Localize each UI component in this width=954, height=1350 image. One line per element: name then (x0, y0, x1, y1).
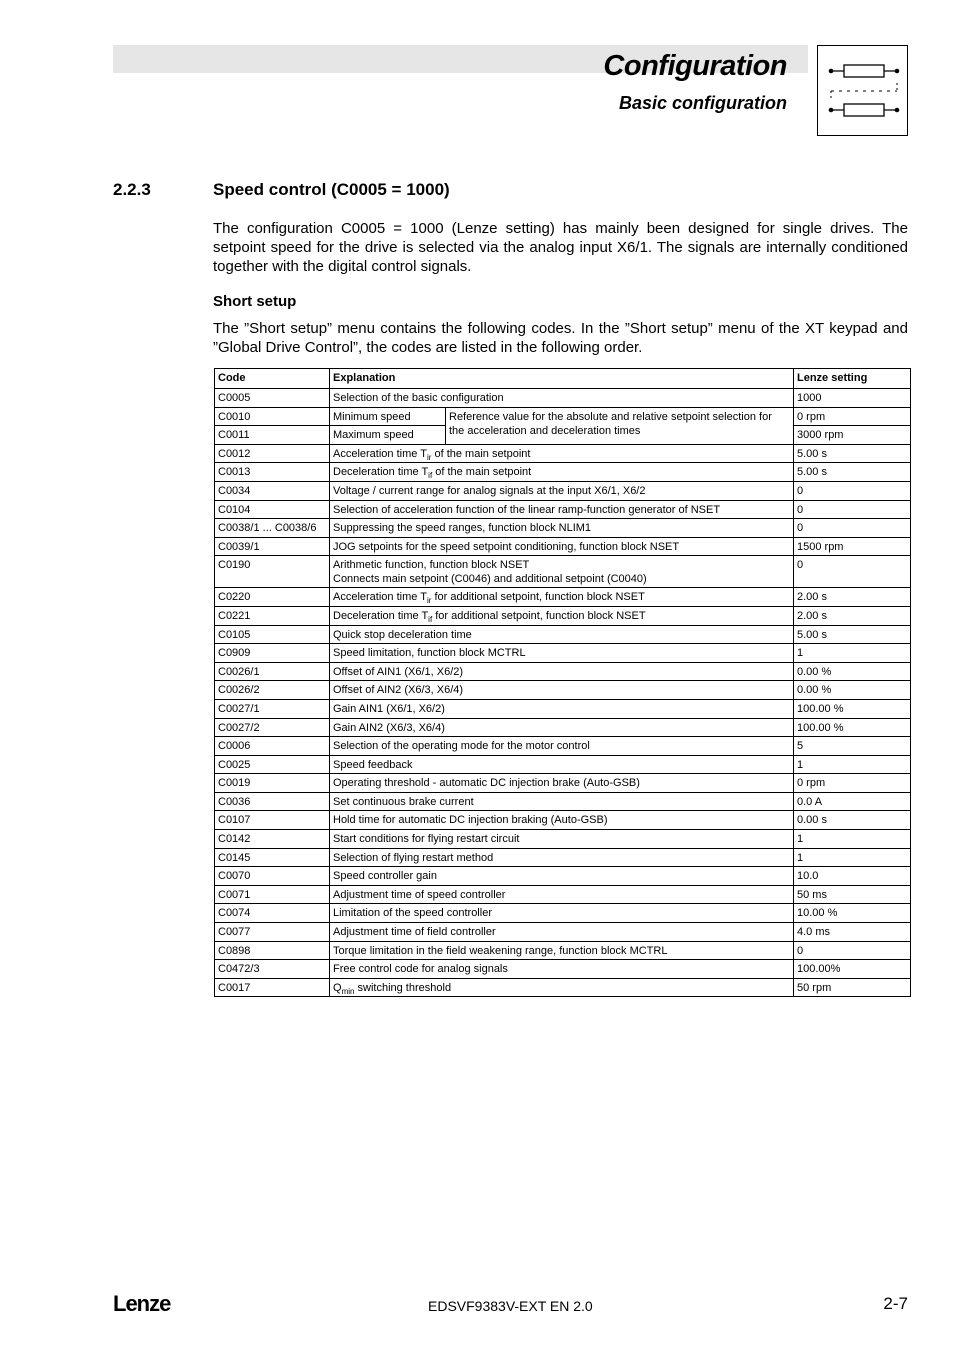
table-row (215, 830, 911, 849)
cell-lenze-setting: 5.00 s (794, 444, 911, 463)
table-row (215, 699, 911, 718)
cell-explanation: Selection of the basic configuration (330, 389, 794, 408)
cell-lenze-setting: 5.00 s (794, 625, 911, 644)
column-header-lenze-setting: Lenze setting (794, 369, 911, 389)
cell-lenze-setting: 1 (794, 830, 911, 849)
table-header-row (215, 369, 911, 389)
table-row (215, 463, 911, 482)
cell-lenze-setting: 2.00 s (794, 588, 911, 607)
cell-explanation: Selection of the operating mode for the motor control (330, 737, 794, 756)
table-row (215, 923, 911, 942)
cell-code: C0027/2 (215, 718, 330, 737)
cell-code: C0145 (215, 848, 330, 867)
cell-explanation: Selection of flying restart method (330, 848, 794, 867)
cell-code: C0071 (215, 885, 330, 904)
cell-lenze-setting: 4.0 ms (794, 923, 911, 942)
cell-code: C0909 (215, 644, 330, 663)
table-row (215, 481, 911, 500)
table-row (215, 407, 911, 426)
cell-lenze-setting: 0.00 % (794, 662, 911, 681)
table-row (215, 389, 911, 408)
table-row (215, 606, 911, 625)
cell-lenze-setting: 0 rpm (794, 774, 911, 793)
explanation-text: of the main setpoint (431, 447, 531, 460)
column-header-code: Code (215, 369, 330, 389)
cell-lenze-setting: 0 (794, 519, 911, 538)
configuration-icon (817, 45, 908, 136)
explanation-subscript: min (341, 987, 355, 996)
cell-code: C0070 (215, 867, 330, 886)
cell-lenze-setting: 0 rpm (794, 407, 911, 426)
cell-code: C0005 (215, 389, 330, 408)
cell-lenze-setting: 0 (794, 500, 911, 519)
code-table (214, 368, 911, 997)
cell-explanation (330, 978, 794, 997)
explanation-subscript: if (428, 471, 433, 481)
cell-code: C0019 (215, 774, 330, 793)
explanation-text: for additional setpoint, function block NSET (431, 591, 645, 604)
explanation-subscript: if (428, 615, 433, 625)
explanation-subscript: ir (426, 596, 432, 606)
cell-explanation (330, 463, 794, 482)
cell-explanation: Gain AIN1 (X6/1, X6/2) (330, 699, 794, 718)
intro-paragraph: The configuration C0005 = 1000 (Lenze setting) has mainly been designed for single drives. The setpoint speed for the drive is selected via the analog input X6/1. The signals are internally conditioned together with the digital control signals. (213, 220, 908, 275)
cell-lenze-setting: 100.00% (794, 960, 911, 979)
cell-code: C0039/1 (215, 537, 330, 556)
cell-explanation: Free control code for analog signals (330, 960, 794, 979)
cell-explanation-shared: Reference value for the absolute and relative setpoint selection for the acceleration and deceleration times (446, 407, 794, 444)
page-subtitle: Basic configuration (618, 93, 787, 113)
cell-code: C0025 (215, 755, 330, 774)
cell-explanation: Suppressing the speed ranges, function block NLIM1 (330, 519, 794, 538)
cell-code: C0026/1 (215, 662, 330, 681)
cell-lenze-setting: 2.00 s (794, 606, 911, 625)
cell-explanation: Torque limitation in the field weakening range, function block MCTRL (330, 941, 794, 960)
cell-code: C0026/2 (215, 681, 330, 700)
cell-explanation: Hold time for automatic DC injection braking (Auto-GSB) (330, 811, 794, 830)
cell-explanation: Set continuous brake current (330, 792, 794, 811)
cell-lenze-setting: 0.00 % (794, 681, 911, 700)
cell-code: C0190 (215, 556, 330, 588)
cell-lenze-setting: 100.00 % (794, 718, 911, 737)
cell-explanation: Limitation of the speed controller (330, 904, 794, 923)
cell-lenze-setting: 0.00 s (794, 811, 911, 830)
cell-lenze-setting: 1000 (794, 389, 911, 408)
explanation-text: of the main setpoint (432, 466, 532, 479)
cell-explanation: JOG setpoints for the speed setpoint conditioning, function block NSET (330, 537, 794, 556)
table-row (215, 718, 911, 737)
table-row (215, 662, 911, 681)
explanation-text: Deceleration time T (333, 466, 429, 479)
cell-lenze-setting: 1 (794, 755, 911, 774)
table-row (215, 941, 911, 960)
table-row (215, 644, 911, 663)
table-row (215, 978, 911, 997)
cell-explanation: Gain AIN2 (X6/3, X6/4) (330, 718, 794, 737)
cell-explanation: Speed limitation, function block MCTRL (330, 644, 794, 663)
cell-code: C0012 (215, 444, 330, 463)
lenze-logo: Lenze (113, 1291, 171, 1316)
cell-code: C0013 (215, 463, 330, 482)
cell-lenze-setting: 3000 rpm (794, 426, 911, 445)
table-row (215, 755, 911, 774)
cell-lenze-setting: 5 (794, 737, 911, 756)
table-row (215, 811, 911, 830)
section-number: 2.2.3 (113, 180, 151, 199)
table-row (215, 500, 911, 519)
cell-explanation: Quick stop deceleration time (330, 625, 794, 644)
cell-code: C0011 (215, 426, 330, 445)
cell-lenze-setting: 10.00 % (794, 904, 911, 923)
cell-explanation-label: Maximum speed (330, 426, 446, 445)
cell-code: C0074 (215, 904, 330, 923)
cell-lenze-setting: 0 (794, 556, 911, 588)
cell-lenze-setting: 50 rpm (794, 978, 911, 997)
cell-explanation: Offset of AIN1 (X6/1, X6/2) (330, 662, 794, 681)
table-row (215, 681, 911, 700)
cell-code: C0472/3 (215, 960, 330, 979)
cell-lenze-setting: 0 (794, 481, 911, 500)
table-row (215, 774, 911, 793)
cell-lenze-setting: 5.00 s (794, 463, 911, 482)
column-header-explanation: Explanation (330, 369, 794, 389)
cell-code: C0027/1 (215, 699, 330, 718)
explanation-line: Connects main setpoint (C0046) and additional setpoint (C0040) (333, 573, 647, 586)
table-row (215, 588, 911, 607)
cell-lenze-setting: 1500 rpm (794, 537, 911, 556)
table-row (215, 556, 911, 588)
cell-lenze-setting: 0 (794, 941, 911, 960)
table-row (215, 444, 911, 463)
cell-explanation: Selection of acceleration function of the linear ramp-function generator of NSET (330, 500, 794, 519)
table-row (215, 625, 911, 644)
cell-explanation: Offset of AIN2 (X6/3, X6/4) (330, 681, 794, 700)
page-title: Configuration (603, 50, 787, 82)
table-row (215, 885, 911, 904)
table-row (215, 792, 911, 811)
short-setup-description: The ”Short setup” menu contains the following codes. In the ”Short setup” menu of the XT keypad and ”Global Drive Control”, the codes are listed in the following order. (213, 320, 908, 356)
explanation-text: Acceleration time T (333, 591, 427, 604)
cell-code: C0038/1 ... C0038/6 (215, 519, 330, 538)
cell-code: C0010 (215, 407, 330, 426)
cell-code: C0105 (215, 625, 330, 644)
cell-explanation (330, 606, 794, 625)
cell-explanation: Operating threshold - automatic DC injection brake (Auto-GSB) (330, 774, 794, 793)
table-row (215, 904, 911, 923)
cell-code: C0142 (215, 830, 330, 849)
cell-lenze-setting: 50 ms (794, 885, 911, 904)
cell-lenze-setting: 0.0 A (794, 792, 911, 811)
cell-explanation (330, 556, 794, 588)
cell-explanation-label: Minimum speed (330, 407, 446, 426)
cell-code: C0107 (215, 811, 330, 830)
cell-explanation: Speed feedback (330, 755, 794, 774)
short-setup-heading: Short setup (213, 293, 297, 310)
table-row (215, 848, 911, 867)
cell-code: C0898 (215, 941, 330, 960)
cell-explanation: Start conditions for flying restart circuit (330, 830, 794, 849)
cell-code: C0221 (215, 606, 330, 625)
explanation-subscript: ir (426, 452, 432, 462)
cell-code: C0077 (215, 923, 330, 942)
cell-lenze-setting: 1 (794, 644, 911, 663)
page-number: 2-7 (883, 1294, 908, 1313)
document-id: EDSVF9383V-EXT EN 2.0 (428, 1298, 593, 1314)
cell-code: C0017 (215, 978, 330, 997)
cell-code: C0006 (215, 737, 330, 756)
table-row (215, 537, 911, 556)
explanation-text: Deceleration time T (333, 609, 429, 622)
cell-explanation: Voltage / current range for analog signals at the input X6/1, X6/2 (330, 481, 794, 500)
cell-explanation (330, 588, 794, 607)
explanation-text: for additional setpoint, function block NSET (432, 609, 646, 622)
explanation-text: Q (333, 981, 342, 994)
cell-code: C0036 (215, 792, 330, 811)
cell-explanation (330, 444, 794, 463)
explanation-line: Arithmetic function, function block NSET (333, 559, 530, 572)
cell-code: C0034 (215, 481, 330, 500)
table-row (215, 867, 911, 886)
section-title: Speed control (C0005 = 1000) (213, 180, 450, 199)
cell-lenze-setting: 10.0 (794, 867, 911, 886)
table-row (215, 737, 911, 756)
cell-code: C0220 (215, 588, 330, 607)
cell-lenze-setting: 100.00 % (794, 699, 911, 718)
cell-code: C0104 (215, 500, 330, 519)
explanation-text: Acceleration time T (333, 447, 427, 460)
table-row (215, 960, 911, 979)
table-body (215, 389, 911, 997)
table-row (215, 519, 911, 538)
explanation-text: switching threshold (354, 981, 452, 994)
cell-explanation: Adjustment time of field controller (330, 923, 794, 942)
cell-lenze-setting: 1 (794, 848, 911, 867)
cell-explanation: Adjustment time of speed controller (330, 885, 794, 904)
cell-explanation: Speed controller gain (330, 867, 794, 886)
